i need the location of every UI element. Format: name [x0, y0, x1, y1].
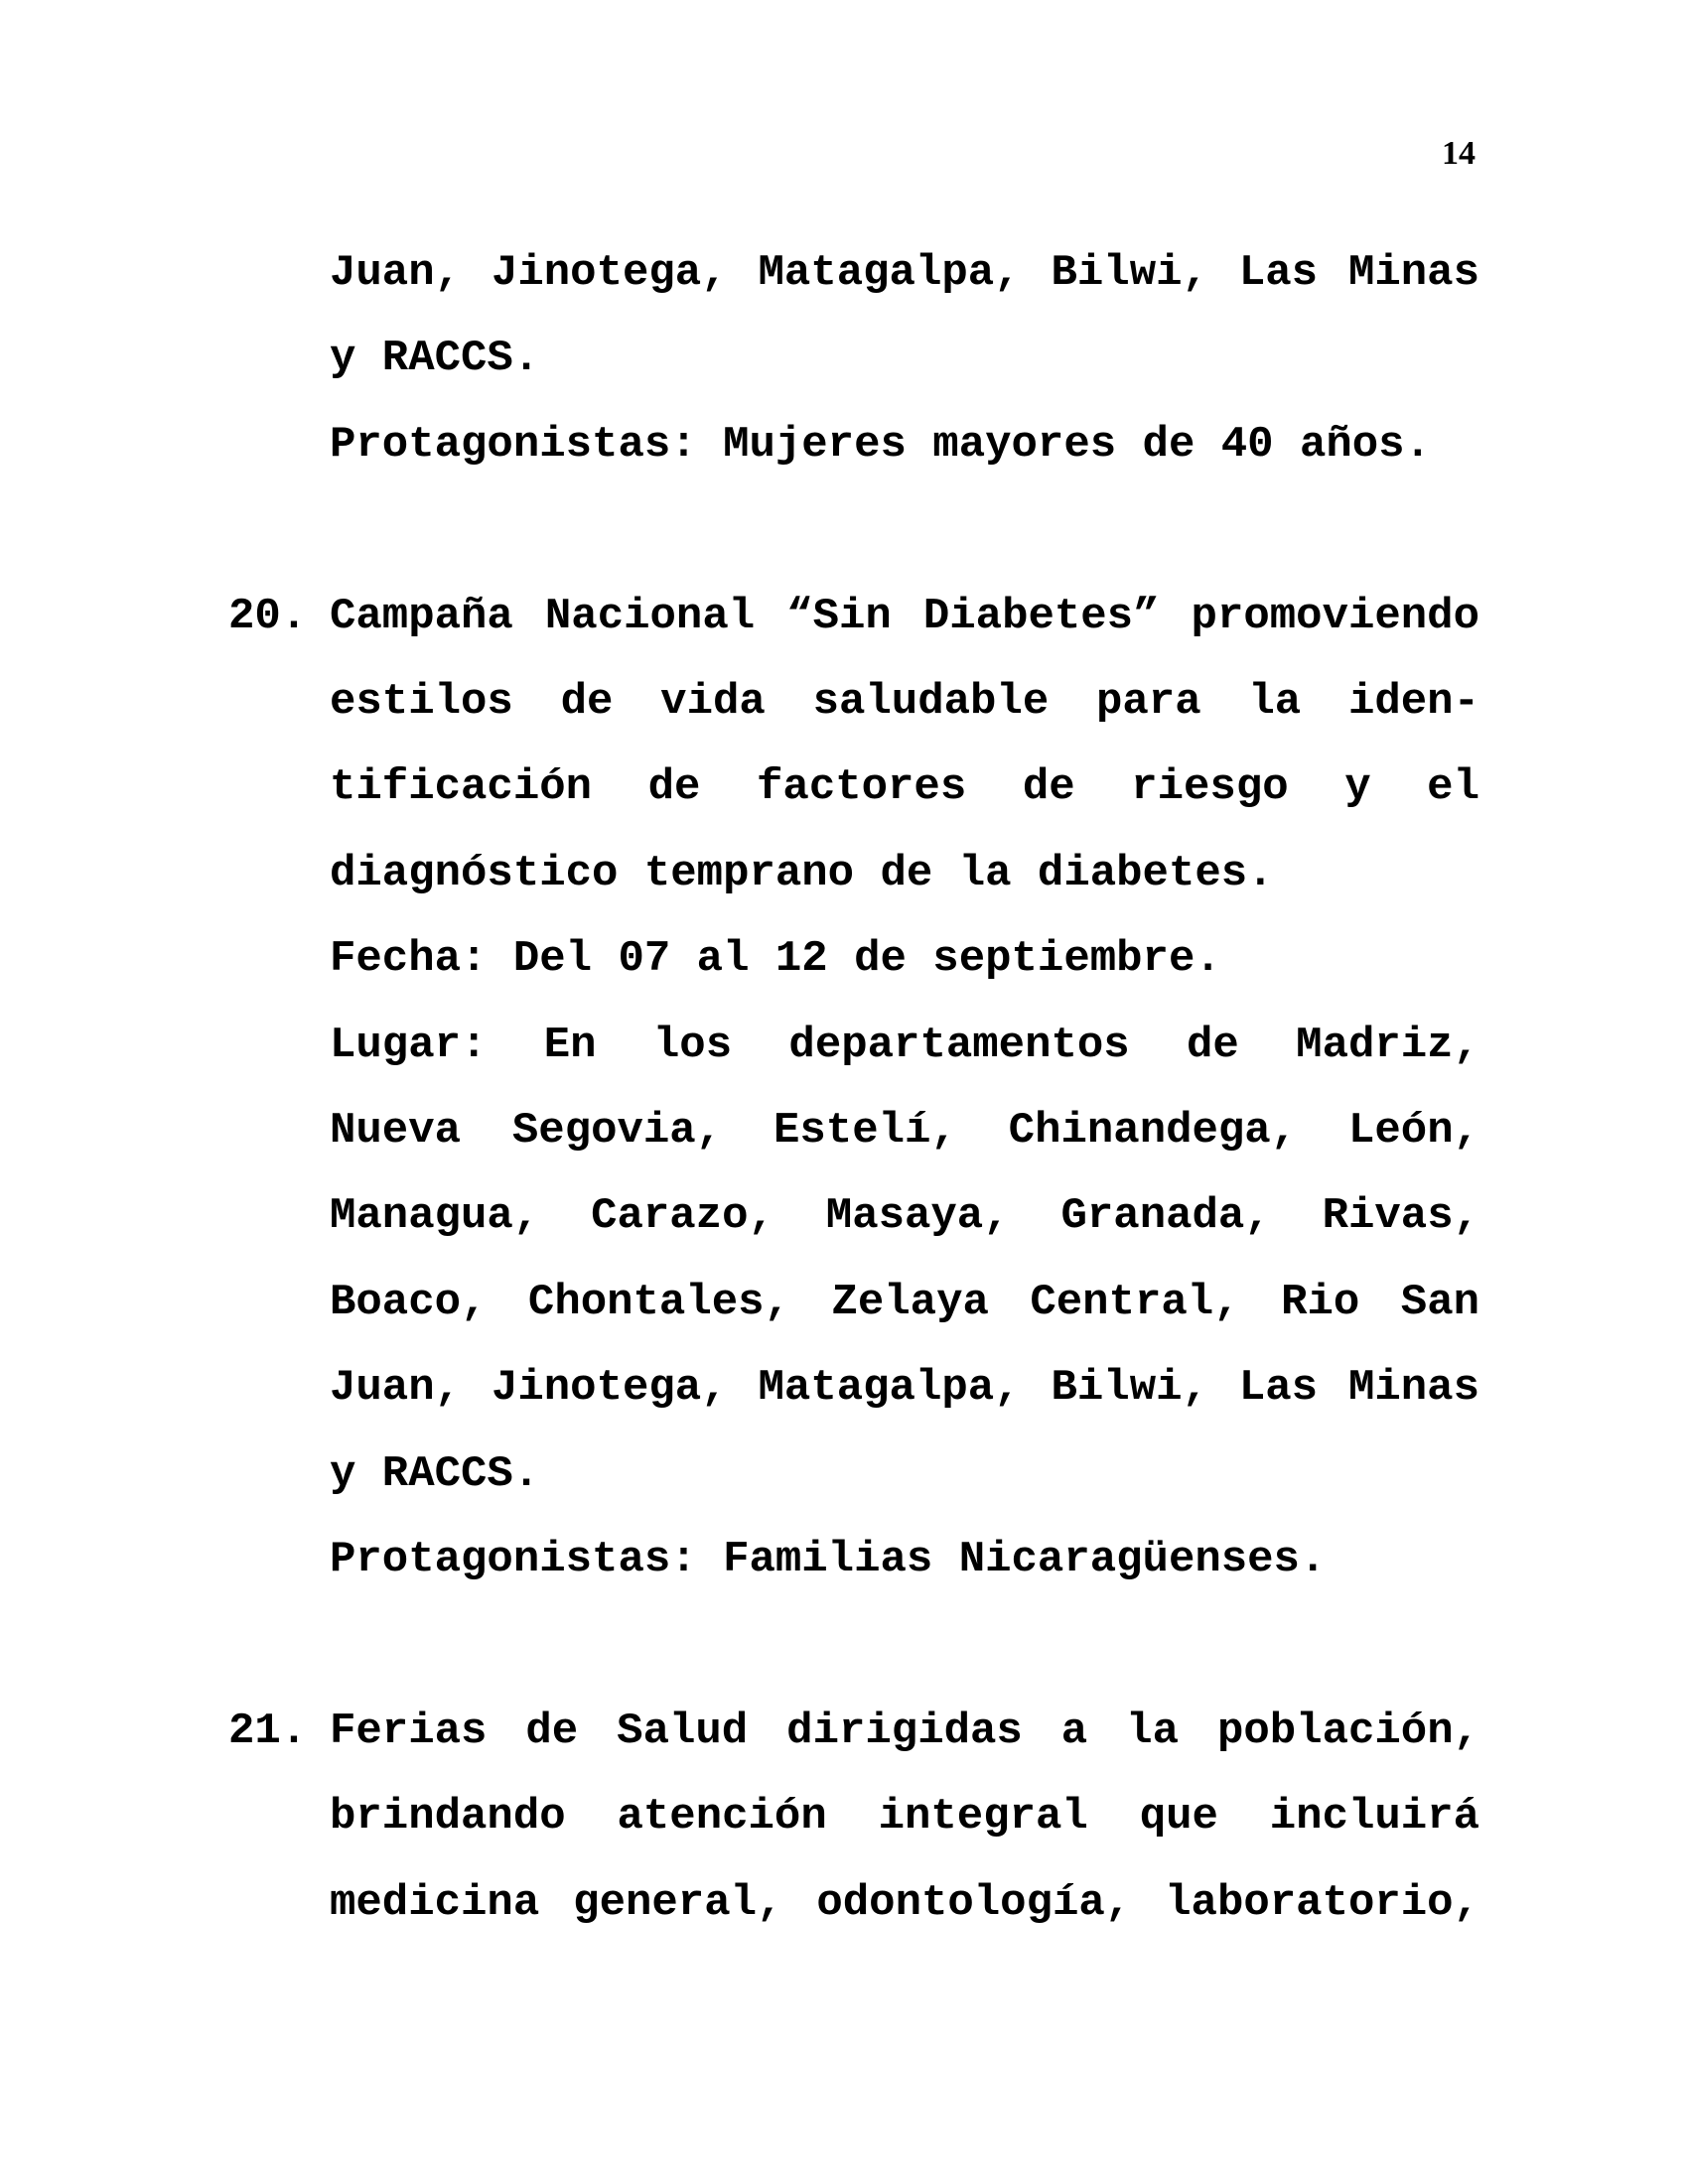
text-line: medicina general, odontología, laboratorio,	[330, 1877, 1479, 1928]
list-item-number: 20.	[228, 591, 308, 641]
date-line: Fecha: Del 07 al 12 de septiembre.	[330, 934, 1221, 985]
protagonists-line: Protagonistas: Mujeres mayores de 40 años.	[330, 419, 1431, 470]
text-line: Juan, Jinotega, Matagalpa, Bilwi, Las Minas	[330, 1363, 1479, 1414]
text-line: tificación de factores de riesgo y el	[330, 762, 1479, 813]
item-title-line: Campaña Nacional “Sin Diabetes” promoviendo	[330, 591, 1479, 641]
text-line: estilos de vida saludable para la iden-	[330, 676, 1479, 727]
text-line: Managua, Carazo, Masaya, Granada, Rivas,	[330, 1191, 1479, 1242]
list-item-20	[228, 574, 1479, 1603]
text-line: Nueva Segovia, Estelí, Chinandega, León,	[330, 1105, 1479, 1156]
list-item-21	[228, 1689, 1479, 1946]
text-line: Juan, Jinotega, Matagalpa, Bilwi, Las Minas	[330, 248, 1479, 298]
list-item-number: 21.	[228, 1706, 308, 1756]
text-line: y RACCS.	[330, 1448, 540, 1499]
page-number: 14	[1442, 135, 1476, 172]
document-body	[228, 230, 1479, 1946]
item-title-line: Ferias de Salud dirigidas a la población,	[330, 1706, 1479, 1756]
text-line	[228, 1689, 1479, 1774]
paragraph-gap	[228, 487, 1479, 573]
continuation-block	[228, 230, 1479, 487]
text-line: Boaco, Chontales, Zelaya Central, Rio San	[330, 1277, 1479, 1327]
place-line: Lugar: En los departamentos de Madriz,	[330, 1020, 1479, 1070]
protagonists-line: Protagonistas: Familias Nicaragüenses.	[330, 1534, 1327, 1584]
text-line: brindando atención integral que incluirá	[330, 1792, 1479, 1843]
text-line: diagnóstico temprano de la diabetes.	[330, 848, 1274, 898]
text-line: y RACCS.	[330, 334, 540, 384]
text-line	[228, 574, 1479, 659]
paragraph-gap	[228, 1602, 1479, 1688]
